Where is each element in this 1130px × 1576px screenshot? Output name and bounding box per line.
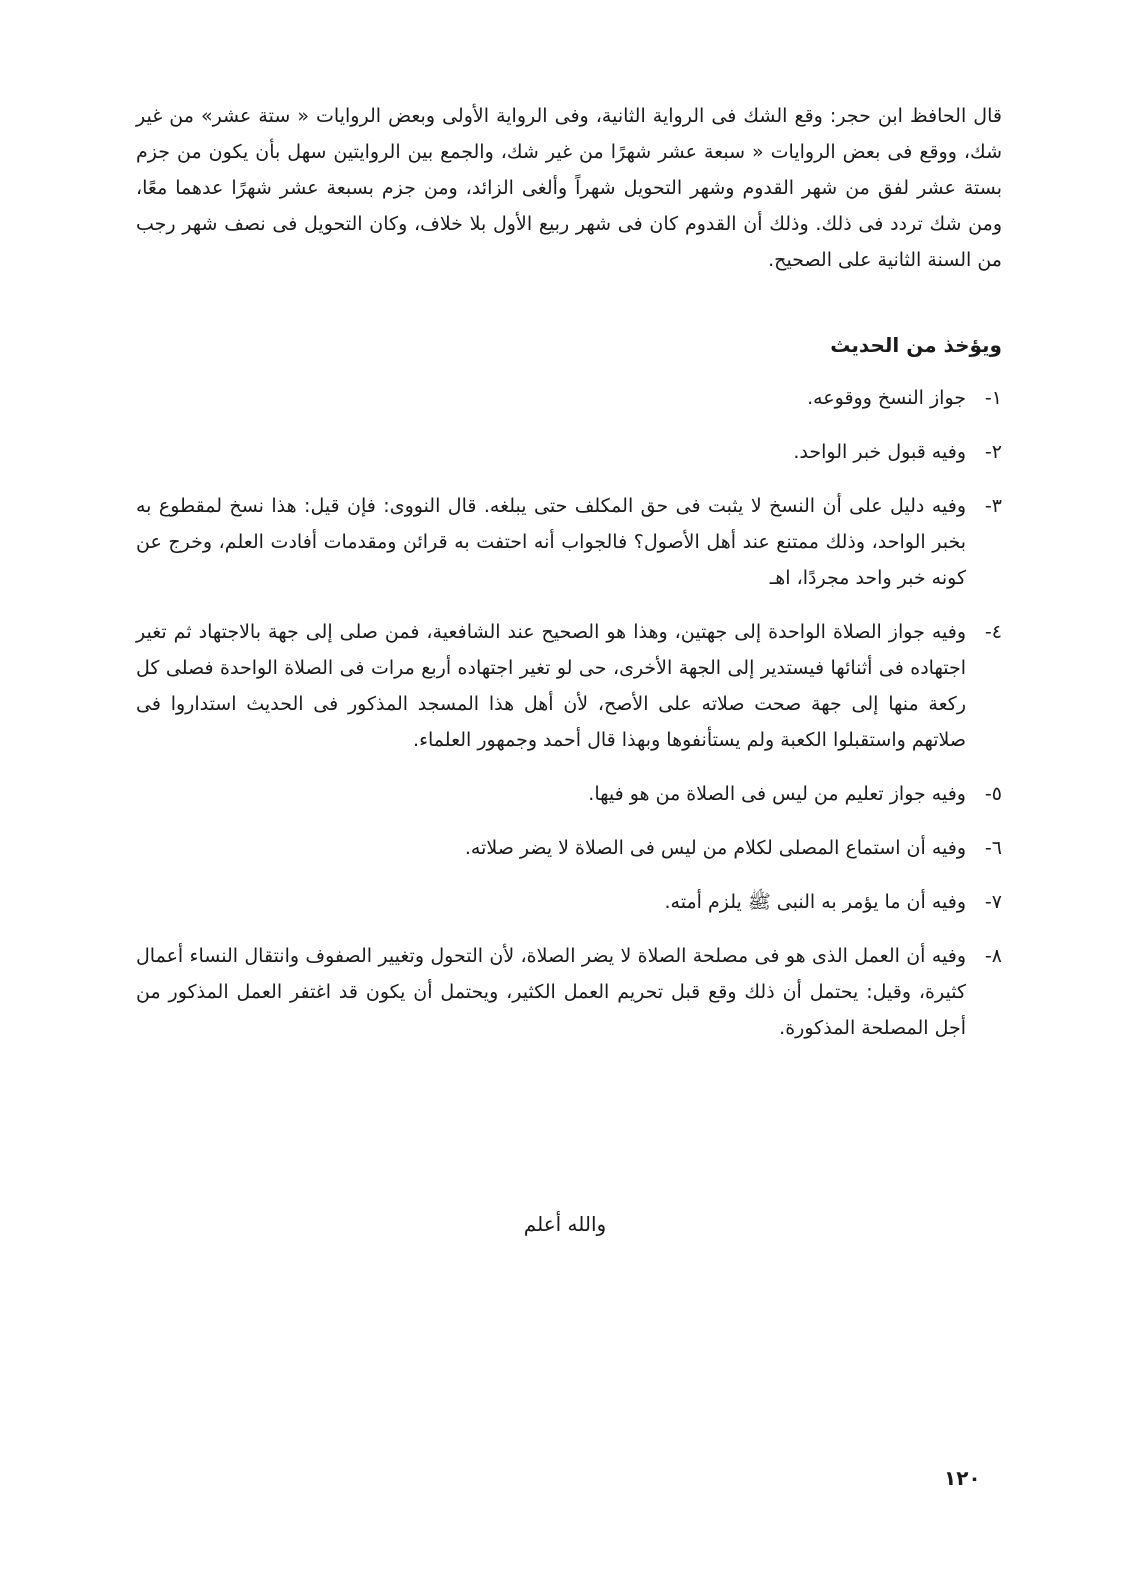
list-item-text: جواز النسخ ووقوعه.: [807, 387, 966, 409]
list-item-text: وفيه أن ما يؤمر به النبى ﷺ يلزم أمته.: [664, 891, 966, 913]
list-item-number: ٣-: [984, 495, 1002, 517]
list-item-number: ٤-: [984, 621, 1002, 643]
list-item: [136, 614, 1002, 758]
list-item-text: وفيه جواز تعليم من ليس فى الصلاة من هو فيها.: [588, 783, 966, 805]
list-item-number: ٥-: [984, 783, 1002, 805]
closing-phrase: والله أعلم: [523, 1212, 607, 1236]
intro-paragraph: قال الحافظ ابن حجر: وقع الشك فى الرواية الثانية، وفى الرواية الأولى وبعض الروايات « ستة عشر» من غير شك، ووقع فى بعض الروايات « سبعة عشر شهرًا من غير شك، والجمع بين الروايتين سهل بأن يكون من جزم بستة عشر لفق من شهر القدوم وشهر التحويل شهراً وألغى الزائد، ومن جزم بسبعة عشر شهرًا عدهما معًا، ومن شك تردد فى ذلك. وذلك أن القدوم كان فى شهر ربيع الأول بلا خلاف، وكان التحويل فى نصف شهر رجب من السنة الثانية على الصحيح.: [136, 105, 1002, 271]
list-item-number: ٦-: [984, 837, 1002, 859]
list-item: [136, 938, 1002, 1046]
list-item-text: وفيه قبول خبر الواحد.: [793, 441, 966, 463]
list-item-number: ٧-: [984, 891, 1002, 913]
list-item: [136, 380, 1002, 416]
list-item-text: وفيه جواز الصلاة الواحدة إلى جهتين، وهذا هو الصحيح عند الشافعية، فمن صلى إلى جهة بالاجتهاد ثم تغير اجتهاده فى أثنائها فيستدير إلى الجهة الأخرى، حى لو تغير اجتهاده أربع مرات فى الصلاة الواحدة فصلى كل ركعة منها إلى جهة صحت صلاته على الأصح، لأن أهل هذا المسجد المذكور فى الحديث استداروا فى صلاتهم واستقبلوا الكعبة ولم يستأنفوها وبهذا قال أحمد وجمهور العلماء.: [136, 621, 966, 751]
list-item: [136, 830, 1002, 866]
page-number: ١٢٠: [944, 1466, 981, 1490]
section-heading: ويؤخذ من الحديث: [830, 333, 1002, 357]
benefits-list: [136, 380, 1002, 1064]
list-item: [136, 434, 1002, 470]
list-item-text: وفيه أن العمل الذى هو فى مصلحة الصلاة لا يضر الصلاة، لأن التحول وتغيير الصفوف وانتقال النساء أعمال كثيرة، وقيل: يحتمل أن ذلك وقع قبل تحريم العمل الكثير، ويحتمل أن يكون قد اغتفر العمل المذكور من أجل المصلحة المذكورة.: [136, 945, 966, 1039]
list-item-text: وفيه دليل على أن النسخ لا يثبت فى حق المكلف حتى يبلغه. قال النووى: فإن قيل: هذا نسخ لمقطوع به بخبر الواحد، وذلك ممتنع عند أهل الأصول؟ فالجواب أنه احتفت به قرائن ومقدمات أفادت العلم، وخرج عن كونه خبر واحد مجردًا، اهـ: [136, 495, 966, 589]
list-item-number: ٢-: [984, 441, 1002, 463]
list-item: [136, 884, 1002, 920]
list-item: [136, 488, 1002, 596]
list-item-number: ٨-: [984, 945, 1002, 967]
list-item: [136, 776, 1002, 812]
list-item-number: ١-: [984, 387, 1002, 409]
list-item-text: وفيه أن استماع المصلى لكلام من ليس فى الصلاة لا يضر صلاته.: [464, 837, 966, 859]
